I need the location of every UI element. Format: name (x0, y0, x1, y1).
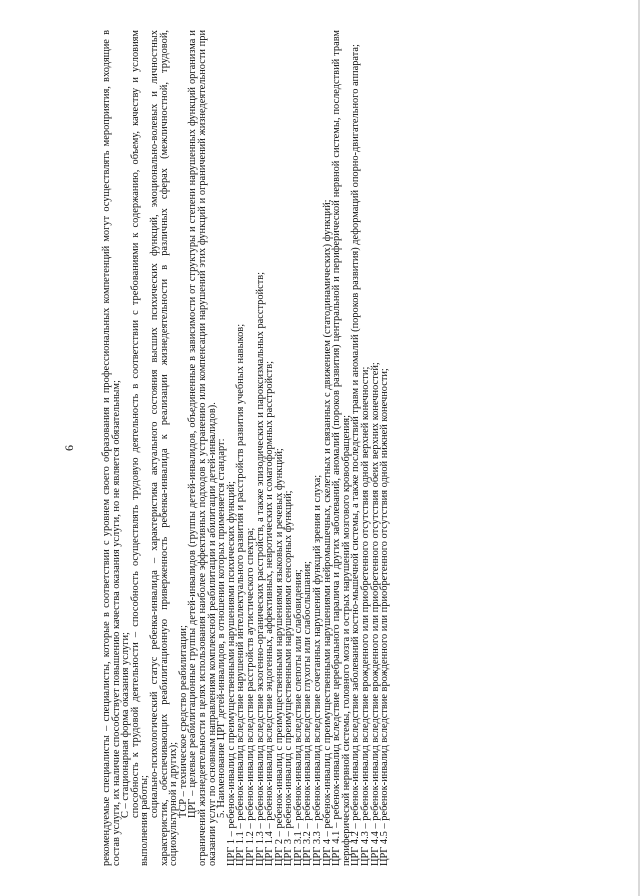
crg-list (227, 30, 390, 866)
list-item: ЦРГ 1.1 – ребенок-инвалид вследствие нарушений интеллектуального развития и расстройств развития учебных навыков; (235, 323, 247, 866)
list-item: ЦРГ 4.1 – ребенок-инвалид вследствие церебрального паралича и других заболеваний, аномалий (пороков развития) центральной и периферической нервной системы, последствий травм периферической нервной системы, головного мозга и острых нарушений мозгового кровообращения; (331, 30, 352, 866)
list-item: ЦРГ 1.2 – ребенок-инвалид вследствие расстройств аутистического спектра; (244, 527, 256, 866)
list-item: ЦРГ 3 – ребенок-инвалид с преимущественными нарушениями сенсорных функций; (283, 490, 295, 866)
list-item: ЦРГ 4.5 – ребенок-инвалид вследствие врожденного или приобретенного отсутствия одной нижней конечности; (379, 368, 391, 866)
list-item: ЦРГ 4.3 – ребенок-инвалид вследствие врожденного или приобретенного отсутствия одной верхней конечности; (360, 366, 372, 866)
paragraph-tsr: ТСР – техническое средство реабилитации; (177, 625, 189, 818)
paragraph-inpatient-form: С – стационарная форма оказания услуги; (120, 632, 132, 818)
list-item: ЦРГ 1 – ребенок-инвалид с преимущественными нарушениями психических функций; (225, 481, 237, 866)
document-body (102, 30, 390, 866)
paragraph-crg-definition: ЦРГ – целевые реабилитационные группы детей-инвалидов (группы детей-инвалидов, объединенные в зависимости от структуры и степени нарушенных функций организма и ограничений жизнедеятельности в целях использования наиболее эффективных подходов к устранению или компенсации нарушений этих функций и ограничений жизнедеятельности при оказании услуг по основным направлениям комплексной реабилитации и абилитации детей-инвалидов). (187, 30, 218, 866)
list-item: ЦРГ 1.3 – ребенок-инвалид вследствие экзогенно-органических расстройств, а также эпизодических и пароксизмальных расстройств; (254, 271, 266, 866)
section-5-heading: 5. Наименование ЦРГ детей-инвалидов, в отношении которых применяется стандарт: (216, 438, 228, 818)
paragraph-recommended-specialists: рекомендуемые специалисты – специалисты, которые в соответствии с уровнем своего образования и профессиональных компетенций могут осуществлять мероприятия, входящие в состав услуги, их наличие способствует повышению качества оказания услуги, но не является обязательным; (101, 30, 122, 866)
list-item: ЦРГ 4.4 – ребенок-инвалид вследствие врожденного или приобретенного отсутствия обеих верхних конечностей; (369, 362, 381, 866)
list-item: ЦРГ 3.3 – ребенок-инвалид вследствие сочетанных нарушений функций зрения и слуха; (312, 474, 324, 866)
paragraph-psych-status: социально-психологический статус ребенка-инвалида – характеристика актуального состояния высших психических функций, эмоционально-волевых и личностных характеристик, обеспечивающих реабилитационную приверженность ребенка-инвалида к реализации жизнедеятельности в различных сферах (межличностной, трудовой, социокультурной и других); (148, 30, 180, 866)
rotated-document-page (62, 30, 532, 866)
list-item: ЦРГ 2 – ребенок-инвалид с преимущественными нарушениями языковых и речевых функций; (273, 448, 285, 866)
paragraph-work-ability: способность к трудовой деятельности – способность осуществлять трудовую деятельность в соответствии с требованиями к содержанию, объему, качеству и условиям выполнения работы; (129, 30, 151, 866)
list-item: ЦРГ 3.2 – ребенок-инвалид вследствие глухоты или слабослышания; (302, 561, 314, 866)
list-item: ЦРГ 3.1 – ребенок-инвалид вследствие слепоты или слабовидения; (292, 569, 304, 866)
list-item: ЦРГ 1.4 – ребенок-инвалид вследствие эндогенных, аффективных, невротических и соматоформных расстройств; (264, 361, 276, 866)
list-item: ЦРГ 4.2 – ребенок-инвалид вследствие заболеваний костно-мышечной системы, а также последствий травм и аномалий (пороков развития) деформаций опорно-двигательного аппарата; (350, 44, 362, 866)
list-item: ЦРГ 4 – ребенок-инвалид с преимущественными нарушениями нейромышечных, скелетных и связанных с движением (статодинамических) функций; (321, 199, 333, 866)
page-number: 6 (62, 445, 76, 451)
